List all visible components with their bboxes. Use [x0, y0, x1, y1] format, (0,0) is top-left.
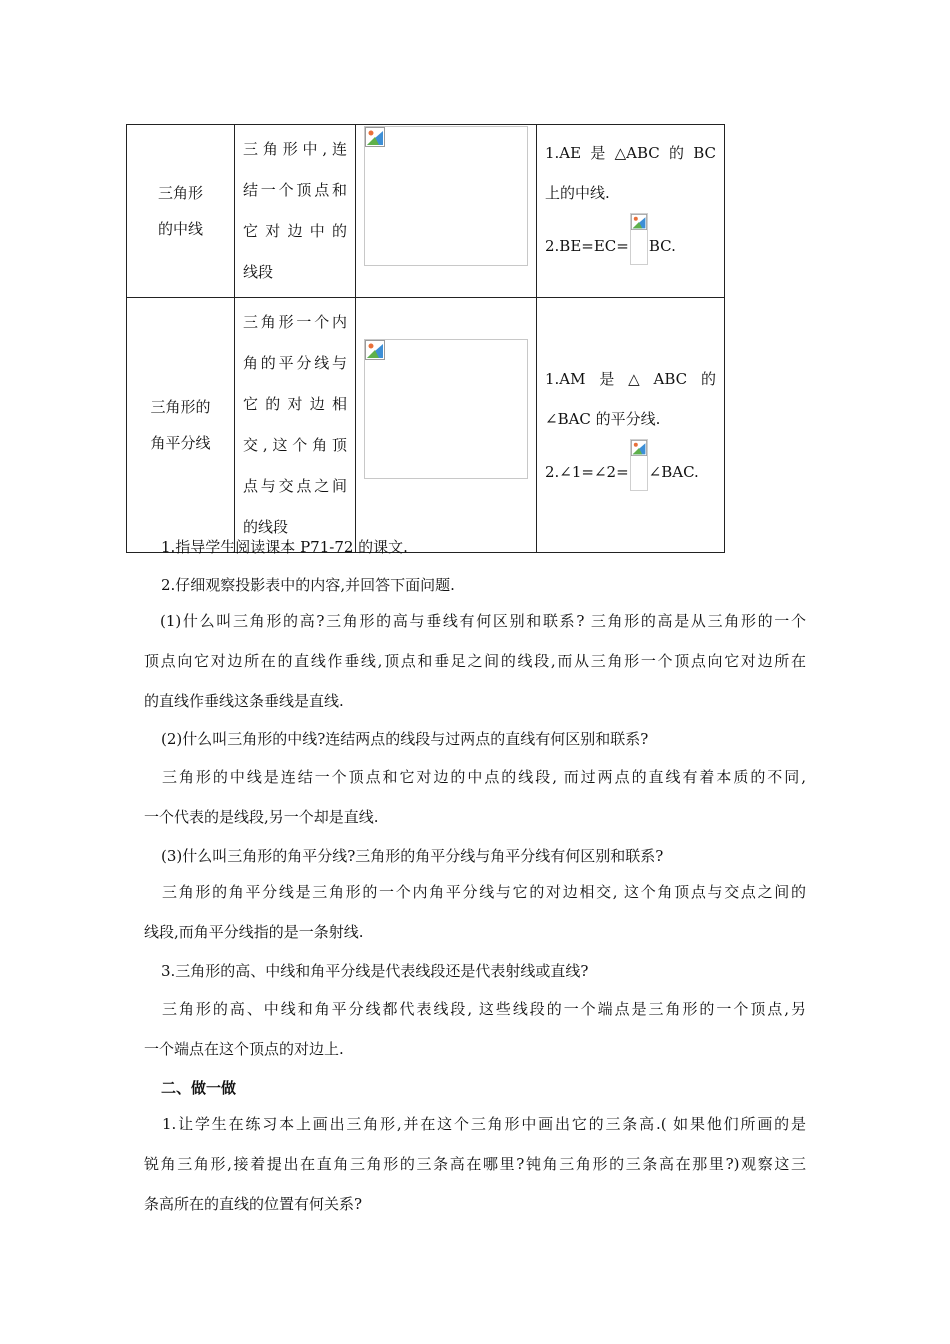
note-line: ∠BAC 的平分线.	[545, 409, 661, 428]
definition-line: 交,这个角顶	[243, 436, 347, 454]
paragraph: 3.三角形的高、中线和角平分线是代表线段还是代表射线或直线?	[161, 962, 589, 980]
paragraph: 1.指导学生阅读课本 P71-72 的课文.	[161, 538, 408, 556]
definition-cell	[235, 125, 356, 298]
term-line: 三角形的	[150, 398, 211, 416]
fraction-image	[630, 213, 648, 265]
term-line: 的中线	[157, 220, 203, 238]
paragraph-line: 顶点向它对边所在的直线作垂线,顶点和垂足之间的线段,而从三角形一个顶点向它对边所在	[144, 652, 806, 670]
term-cell	[127, 125, 235, 298]
definition-line: 的线段	[243, 518, 289, 536]
note-line	[545, 213, 716, 266]
definition-cell	[235, 298, 356, 553]
paragraph-line: 条高所在的直线的位置有何关系?	[144, 1195, 363, 1213]
term-cell	[127, 298, 235, 553]
note-token: 是	[590, 144, 606, 162]
section-heading: 二、做一做	[161, 1079, 237, 1097]
note-token: △	[628, 369, 640, 388]
term-line: 三角形	[157, 184, 203, 202]
paragraph-line: 锐角三角形,接着提出在直角三角形的三条高在哪里?钝角三角形的三条高在那里?)观察这三	[144, 1155, 806, 1173]
paragraph-line: 1.让学生在练习本上画出三角形,并在这个三角形中画出它的三条高.( 如果他们所画的是	[162, 1115, 806, 1133]
paragraph-line: 三角形的中线是连结一个顶点和它对边的中点的线段, 而过两点的直线有着本质的不同,	[162, 768, 806, 786]
note-line	[545, 359, 716, 399]
notes-cell	[537, 125, 725, 298]
figure-cell	[356, 298, 537, 553]
paragraph	[144, 601, 806, 721]
definition-line: 三角形一个内	[243, 313, 347, 331]
figure-cell	[356, 125, 537, 298]
note-token: 的	[668, 144, 684, 162]
definition-line: 点与交点之间	[243, 477, 347, 495]
note-token: BC.	[648, 237, 676, 255]
paragraph-line: (1)什么叫三角形的高?三角形的高与垂线有何区别和联系? 三角形的高是从三角形的一个	[160, 612, 806, 630]
paragraph	[144, 1104, 806, 1224]
note-token: 2.BE=EC=	[545, 237, 629, 255]
definition-line: 它对边中的	[243, 222, 347, 240]
table-row-median	[127, 125, 725, 298]
note-line	[545, 439, 716, 492]
term-line: 角平分线	[150, 434, 211, 452]
definition-line: 结一个顶点和	[243, 181, 347, 199]
definition-line: 三角形中,连	[243, 140, 347, 158]
figure-placeholder	[364, 339, 528, 479]
paragraph: (2)什么叫三角形的中线?连结两点的线段与过两点的直线有何区别和联系?	[161, 730, 649, 748]
note-token: △ABC	[614, 144, 660, 162]
note-token: 的	[700, 369, 716, 388]
paragraph: (3)什么叫三角形的角平分线?三角形的角平分线与角平分线有何区别和联系?	[161, 847, 664, 865]
paragraph	[144, 872, 806, 952]
note-token: BC	[693, 144, 716, 162]
note-token: ABC	[653, 369, 688, 388]
note-line	[545, 133, 716, 173]
note-token: ∠BAC.	[648, 462, 699, 481]
definition-line: 它的对边相	[243, 395, 347, 413]
paragraph: 2.仔细观察投影表中的内容,并回答下面问题.	[161, 576, 455, 594]
paragraph	[144, 989, 806, 1069]
paragraph-line: 的直线作垂线这条垂线是直线.	[144, 692, 344, 710]
note-line: 上的中线.	[545, 184, 610, 202]
broken-image-icon	[631, 440, 647, 456]
table-row-bisector	[127, 298, 725, 553]
note-token: 1.AM	[545, 369, 586, 388]
paragraph-line: 三角形的高、中线和角平分线都代表线段, 这些线段的一个端点是三角形的一个顶点,另	[162, 1000, 806, 1018]
broken-image-icon	[631, 214, 647, 230]
note-token: 是	[599, 369, 615, 388]
broken-image-icon	[365, 340, 385, 360]
fraction-image	[630, 439, 648, 491]
figure-placeholder	[364, 126, 528, 266]
note-token: 2.∠1=∠2=	[545, 462, 629, 481]
definition-table	[126, 124, 725, 553]
paragraph-line: 一个代表的是线段,另一个却是直线.	[144, 808, 379, 826]
note-token: 1.AE	[545, 144, 582, 162]
paragraph-line: 三角形的角平分线是三角形的一个内角平分线与它的对边相交, 这个角顶点与交点之间的	[162, 883, 806, 901]
paragraph-line: 一个端点在这个顶点的对边上.	[144, 1040, 344, 1058]
broken-image-icon	[365, 127, 385, 147]
paragraph	[144, 757, 806, 837]
definition-line: 角的平分线与	[243, 354, 347, 372]
definition-line: 线段	[243, 263, 274, 281]
paragraph-line: 线段,而角平分线指的是一条射线.	[144, 923, 364, 941]
notes-cell	[537, 298, 725, 553]
